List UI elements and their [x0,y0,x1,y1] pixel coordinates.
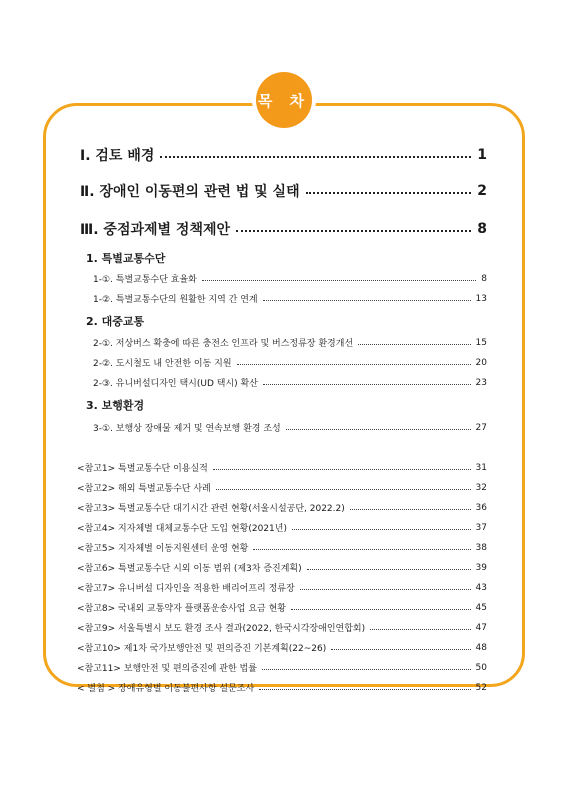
toc-page: 52 [475,682,487,693]
toc-page: 1 [477,147,487,163]
dot-leader [307,569,471,570]
toc-label: 1-①. 특별교통수단 효율화 [93,275,197,285]
toc-page: 39 [475,562,487,573]
dot-leader [370,629,470,630]
toc-label: 2-②. 도시철도 내 안전한 이동 지원 [93,359,232,369]
toc-reference[interactable] [77,661,487,674]
toc-reference[interactable] [77,601,487,614]
toc-reference[interactable] [77,501,487,514]
toc-label: <참고1> 특별교통수단 이용실적 [77,464,208,474]
toc-reference[interactable] [77,681,487,694]
toc-page: 47 [475,622,487,633]
dot-leader [291,609,471,610]
toc-section-title: 3. 보행환경 [86,399,145,412]
toc-reference[interactable] [77,481,487,494]
dot-leader [213,469,471,470]
toc-reference[interactable] [77,541,487,554]
toc-page: 20 [475,357,487,368]
toc-page: 48 [475,642,487,653]
toc-label: <참고5> 지자체별 이동지원센터 운영 현황 [77,544,249,554]
dot-leader [331,649,470,650]
toc-page: 45 [475,602,487,613]
dot-leader [263,384,471,385]
toc-title-badge: 목 차 [256,72,312,128]
dot-leader [160,156,471,158]
toc-reference[interactable] [77,521,487,534]
toc-page: 15 [475,337,487,348]
toc-label: <참고9> 서울특별시 보도 환경 조사 결과(2022, 한국시각장애인연합회) [77,624,366,634]
dot-leader [300,589,471,590]
dot-leader [358,344,470,345]
toc-section-title: 2. 대중교통 [86,315,145,328]
toc-page: 38 [475,542,487,553]
toc-label: 1-②. 특별교통수단의 원활한 지역 간 연계 [93,295,258,305]
dot-leader [263,300,471,301]
toc-page: 50 [475,662,487,673]
toc-chapter-1[interactable] [80,145,487,165]
dot-leader [202,280,476,281]
dot-leader [262,669,471,670]
toc-item[interactable] [93,292,487,305]
dot-leader [259,689,470,690]
toc-reference[interactable] [77,561,487,574]
toc-label: Ⅰ. 검토 배경 [80,148,155,164]
toc-page: 13 [475,293,487,304]
toc-item[interactable] [93,421,487,434]
toc-page: 43 [475,582,487,593]
toc-section-title: 1. 특별교통수단 [86,252,166,265]
dot-leader [216,489,471,490]
toc-item[interactable] [93,336,487,349]
toc-label: <참고6> 특별교통수단 시외 이동 범위 (제3차 증진계획) [77,564,302,574]
toc-page: 36 [475,502,487,513]
dot-leader [292,529,471,530]
toc-item[interactable] [93,376,487,389]
toc-label: <참고7> 유니버설 디자인을 적용한 배리어프리 정류장 [77,584,295,594]
toc-page: 2 [477,183,487,199]
toc-label: <참고4> 지자체별 대체교통수단 도입 현황(2021년) [77,524,287,534]
toc-page: 27 [475,422,487,433]
toc-reference[interactable] [77,641,487,654]
toc-label: 3-①. 보행상 장애물 제거 및 연속보행 환경 조성 [93,424,281,434]
toc-chapter-3[interactable] [80,219,487,239]
toc-label: 2-③. 유니버설디자인 택시(UD 택시) 확산 [93,379,258,389]
toc-label: <참고2> 해외 특별교통수단 사례 [77,484,211,494]
toc-label: Ⅱ. 장애인 이동편의 관련 법 및 실태 [80,184,300,200]
dot-leader [237,364,471,365]
toc-label: <참고8> 국내외 교통약자 플랫폼운송사업 요금 현황 [77,604,286,614]
toc-page: 37 [475,522,487,533]
toc-item[interactable] [93,272,487,285]
dot-leader [236,230,471,232]
toc-label: <참고10> 제1차 국가보행안전 및 편의증진 기본계획(22~26) [77,644,327,654]
toc-label: <참고3> 특별교통수단 대기시간 관련 현황(서울시설공단, 2022.2) [77,504,345,514]
toc-reference[interactable] [77,461,487,474]
toc-item[interactable] [93,356,487,369]
dot-leader [286,429,471,430]
toc-page: 31 [475,462,487,473]
toc-reference[interactable] [77,621,487,634]
toc-label: Ⅲ. 중점과제별 정책제안 [80,222,231,238]
toc-page: 8 [477,221,487,237]
dot-leader [306,192,472,194]
toc-label: 2-①. 저상버스 확충에 따른 충전소 인프라 및 버스정류장 환경개선 [93,339,354,349]
dot-leader [253,549,470,550]
toc-page: 8 [481,273,487,284]
dot-leader [350,509,471,510]
toc-label: <참고11> 보행안전 및 편의증진에 관한 법률 [77,664,257,674]
toc-reference[interactable] [77,581,487,594]
toc-label: < 별첨 > 장애유형별 이동불편사항 설문조사 [77,684,255,694]
toc-chapter-2[interactable] [80,181,487,201]
toc-page: 32 [475,482,487,493]
toc-page: 23 [475,377,487,388]
